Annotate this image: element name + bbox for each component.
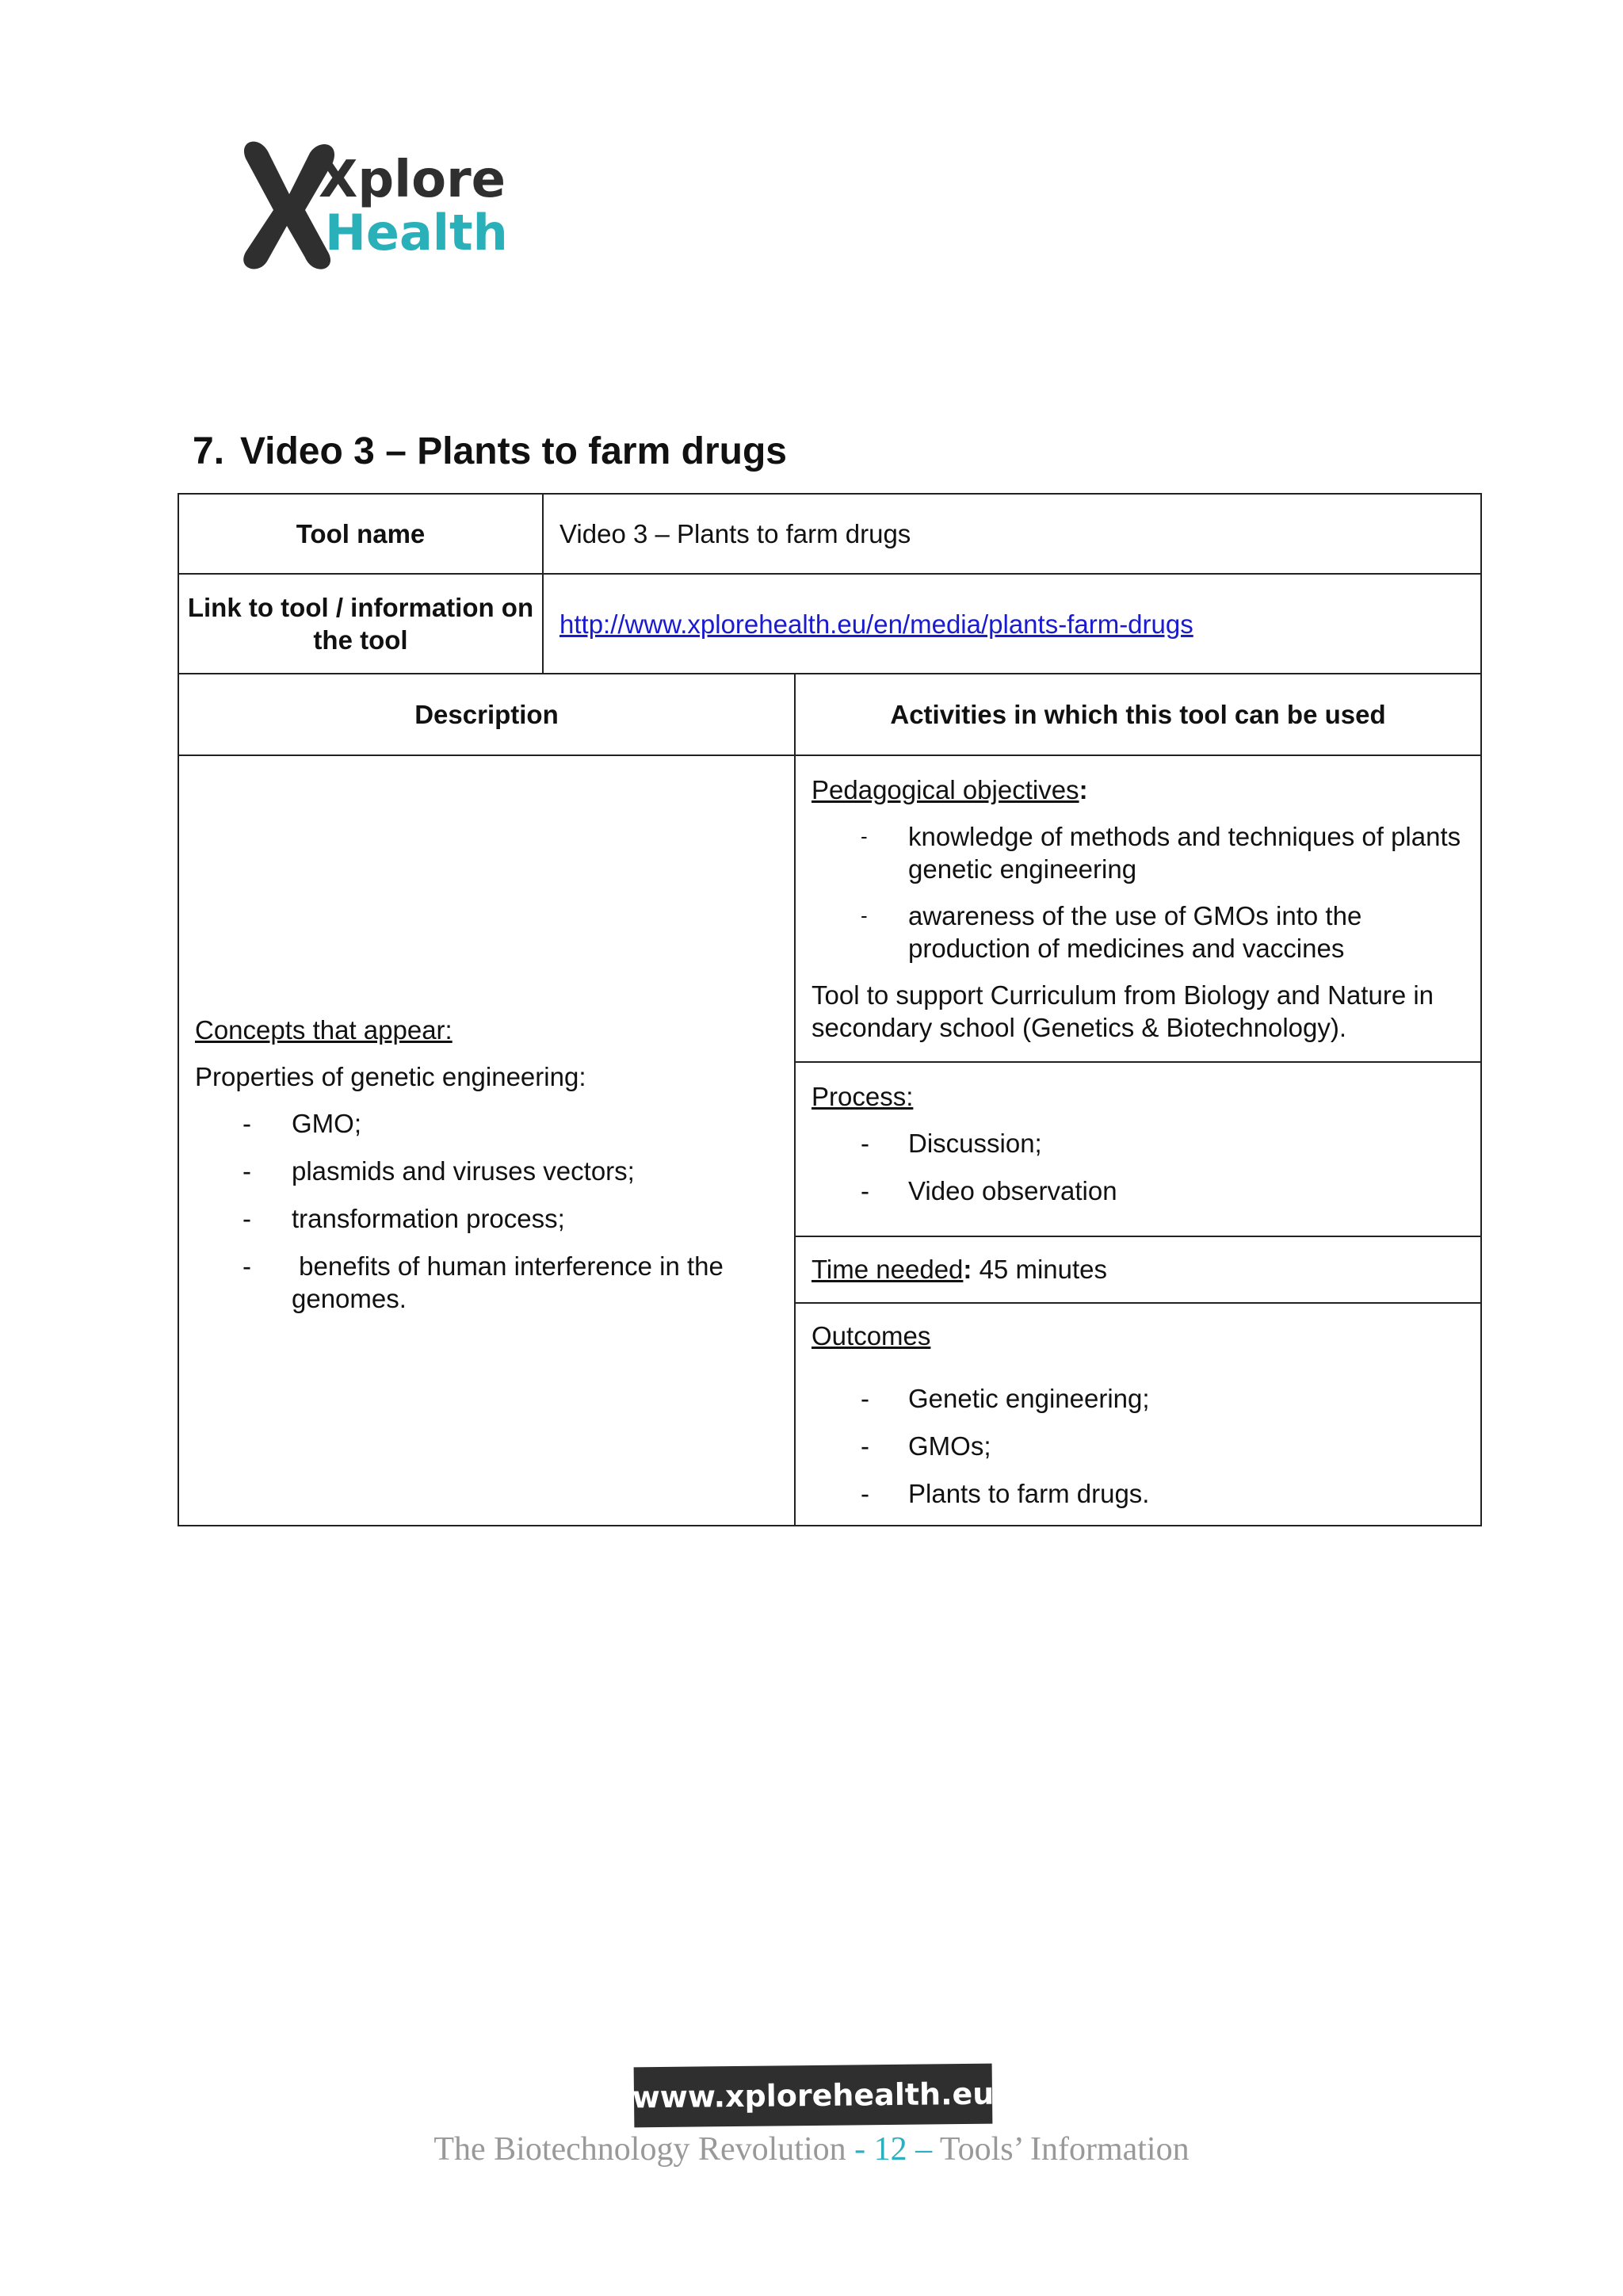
dash-bullet: - xyxy=(242,1156,251,1186)
activities-cell xyxy=(796,756,1480,1525)
process-text: Video observation xyxy=(908,1176,1117,1206)
list-item xyxy=(812,1175,1465,1207)
footer-separator: - xyxy=(846,2131,874,2168)
time-label: Time needed xyxy=(812,1255,964,1285)
outcomes-list xyxy=(812,1382,1465,1510)
list-item xyxy=(195,1155,778,1187)
outcome-text: Genetic engineering; xyxy=(908,1384,1150,1414)
outcome-text: Plants to farm drugs. xyxy=(908,1479,1150,1509)
list-item xyxy=(195,1202,778,1235)
time-colon: : xyxy=(963,1255,972,1285)
objectives-list xyxy=(812,820,1465,965)
link-label: Link to tool / information on the tool xyxy=(179,575,544,673)
list-item xyxy=(812,820,1465,885)
list-item xyxy=(195,1250,778,1315)
section-title: Video 3 – Plants to farm drugs xyxy=(240,430,787,472)
pedagogical-heading-text: Pedagogical objectives xyxy=(812,775,1079,804)
dash-bullet: - xyxy=(861,1129,869,1159)
table-row-headers xyxy=(178,674,1482,756)
objective-text: knowledge of methods and techniques of plants genetic engineering xyxy=(908,822,1461,884)
website-badge[interactable]: www.xplorehealth.eu xyxy=(634,2064,993,2128)
outcomes-heading: Outcomes xyxy=(812,1321,931,1351)
list-item xyxy=(812,1477,1465,1510)
pedagogical-heading xyxy=(812,774,1465,806)
dash-bullet: - xyxy=(242,1204,251,1233)
time-line xyxy=(812,1253,1465,1286)
properties-line: Properties of genetic engineering: xyxy=(195,1062,586,1091)
link-cell xyxy=(544,575,1480,673)
dash-bullet: - xyxy=(242,1109,251,1138)
concept-text: GMO; xyxy=(292,1109,361,1138)
dash-bullet: - xyxy=(861,1384,869,1414)
time-value: 45 minutes xyxy=(972,1255,1107,1285)
tool-name-label: Tool name xyxy=(179,495,544,573)
footer-section: Tools’ Information xyxy=(939,2131,1190,2168)
description-header: Description xyxy=(179,674,796,755)
dash-bullet: - xyxy=(861,1431,869,1461)
concept-text: plasmids and viruses vectors; xyxy=(292,1156,635,1186)
dash-bullet: - xyxy=(861,1176,869,1206)
concept-text: benefits of human interference in the genomes. xyxy=(292,1251,731,1313)
section-heading xyxy=(193,430,787,473)
dash-bullet: - xyxy=(242,1251,251,1281)
process-heading: Process: xyxy=(812,1082,914,1112)
description-cell xyxy=(179,756,796,1525)
list-item xyxy=(195,1107,778,1140)
process-list xyxy=(812,1127,1465,1207)
concepts-heading: Concepts that appear: xyxy=(195,1015,453,1045)
tool-info-table xyxy=(178,493,1482,1526)
pedagogical-colon: : xyxy=(1079,775,1088,804)
xplore-health-logo xyxy=(230,135,523,277)
process-section xyxy=(796,1063,1480,1237)
pedagogical-section xyxy=(796,756,1480,1063)
outcomes-section xyxy=(796,1304,1480,1525)
list-item xyxy=(812,900,1465,965)
list-item xyxy=(812,1382,1465,1415)
page-footer xyxy=(0,2130,1623,2168)
process-text: Discussion; xyxy=(908,1129,1042,1159)
tool-link[interactable]: http://www.xplorehealth.eu/en/media/plants-farm-drugs xyxy=(559,609,1193,639)
table-row-link xyxy=(178,575,1482,674)
objective-text: awareness of the use of GMOs into the production of medicines and vaccines xyxy=(908,901,1362,963)
section-number: 7. xyxy=(193,430,225,472)
table-row-tool-name xyxy=(178,493,1482,575)
tool-name-value: Video 3 – Plants to farm drugs xyxy=(559,519,911,548)
logo-word-health: Health xyxy=(325,204,508,262)
footer-separator: – xyxy=(907,2131,940,2168)
list-item xyxy=(812,1127,1465,1159)
table-row-content xyxy=(178,756,1482,1526)
dash-bullet: - xyxy=(861,904,868,927)
page-number: 12 xyxy=(873,2131,907,2168)
concepts-list xyxy=(195,1107,778,1315)
curriculum-text: Tool to support Curriculum from Biology and Nature in secondary school (Genetics & Biotechnology). xyxy=(812,980,1434,1042)
activities-header: Activities in which this tool can be used xyxy=(890,700,1386,729)
dash-bullet: - xyxy=(861,1479,869,1509)
logo-word-xplore: Xplore xyxy=(319,151,506,209)
footer-doc-title: The Biotechnology Revolution xyxy=(433,2131,846,2168)
list-item xyxy=(812,1430,1465,1462)
concept-text: transformation process; xyxy=(292,1204,565,1233)
time-section xyxy=(796,1237,1480,1304)
outcome-text: GMOs; xyxy=(908,1431,991,1461)
dash-bullet: - xyxy=(861,824,868,848)
